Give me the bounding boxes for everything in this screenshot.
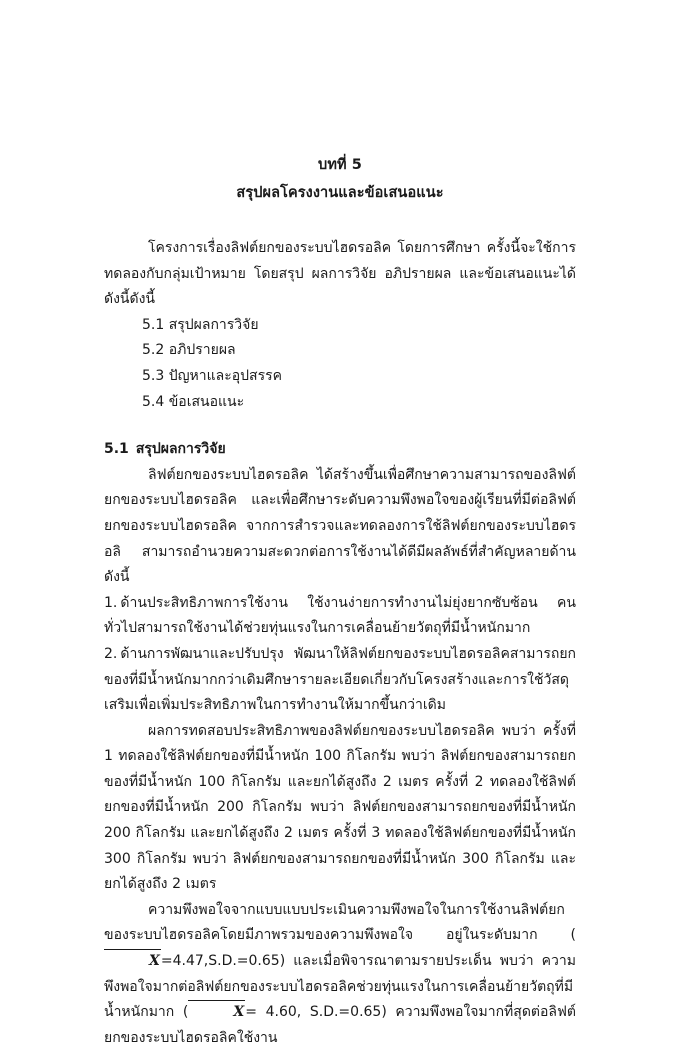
satisfaction-text-part-1: ความพึงพอใจจากแบบแบบประเมินความพึงพอใจในการใช้งานลิฟต์ยกของระบบไฮดรอลิคโดยมีภาพรวมของความพึงพอใจ อยู่ในระดับมาก ( <box>104 901 576 944</box>
chapter-title: บทที่ 5 <box>318 157 362 173</box>
finding-1-text: ด้านประสิทธิภาพการใช้งาน ใช้งานง่ายการทำงานไม่ยุ่งยากซับซ้อน คนทั่วไปสามารถใช้งานได้ช่วยทุ่นแรงในการเคลื่อนย้ายวัตถุที่มีน้ำหนักมาก <box>104 594 576 637</box>
intro-paragraph: โครงการเรื่องลิฟต์ยกของระบบไฮดรอลิค โดยการศึกษา ครั้งนี้จะใช้การทดลองกับกลุ่มเป้าหมาย โดยสรุป ผลการวิจัย อภิปรายผล และข้อเสนอแนะได้ ดังนี้ดังนี้ <box>104 240 576 308</box>
section-list-item-53: 5.3 ปัญหาและอุปสรรค <box>142 367 282 384</box>
x-bar-symbol: X <box>104 949 161 975</box>
finding-item-1 <box>104 591 576 642</box>
section-list-item-54: 5.4 ข้อเสนอแนะ <box>142 393 245 410</box>
mean-statistic-overall <box>104 953 280 969</box>
finding-2-text: ด้านการพัฒนาและปรับปรุง พัฒนาให้ลิฟต์ยกของระบบไฮดรอลิคสามารถยกของที่มีน้ำหนักมากกว่าเดิมศึกษารายละเอียดเกี่ยวกับโครงสร้างและการใช้วัสดุเสริมเพื่อเพิ่มประสิทธิภาพในการทำงานให้มากขึ้นกว่าเดิม <box>104 645 576 714</box>
section-heading-number: 5.1 <box>104 441 129 458</box>
satisfaction-text-part-2: ) และเมื่อพิจารณาตามรายประเด็น พบว่า ความพึงพอใจมากต่อลิฟต์ยกของระบบไฮดรอลิคช่วยทุ่นแรงในการเคลื่อนย้ายวัตถุที่มีน้ำหนักมาก ( <box>104 953 576 1021</box>
section-heading-title: สรุปผลการวิจัย <box>135 441 226 458</box>
mean-statistic-item <box>188 1004 381 1020</box>
chapter-subtitle: สรุปผลโครงงานและข้อเสนอแนะ <box>236 185 444 201</box>
page-content <box>104 152 576 1051</box>
satisfaction-paragraph <box>104 898 576 1051</box>
section-list-item-51: 5.1 สรุปผลการวิจัย <box>142 316 259 333</box>
section-list-item-52: 5.2 อภิปรายผล <box>142 342 236 359</box>
satisfaction-text-part-3: ) ความพึงพอใจมากที่สุดต่อลิฟต์ยกของระบบไฮดรอลิคใช้งาน <box>104 1004 577 1046</box>
mean-statistic-item-value: = 4.60, S.D.=0.65 <box>245 1004 382 1021</box>
section-list <box>104 313 576 415</box>
section-51-paragraph: ลิฟต์ยกของระบบไฮดรอลิค ได้สร้างขึ้นเพื่อศึกษาความสามารถของลิฟต์ยกของระบบไฮดรอลิค และเพื่อศึกษาระดับความพึงพอใจของผู้เรียนที่มีต่อลิฟต์ยกของระบบไฮดรอลิค จากการสำรวจและทดลองการใช้ลิฟต์ยกของระบบไฮดรอลิ สามารถอำนวยความสะดวกต่อการใช้งานได้ดีมีผลลัพธ์ที่สำคัญหลายด้าน ดังนี้ <box>104 466 576 586</box>
test-results-paragraph: ผลการทดสอบประสิทธิภาพของลิฟต์ยกของระบบไฮดรอลิค พบว่า ครั้งที่ 1 ทดลองใช้ลิฟต์ยกของที่มีน้ำหนัก 100 กิโลกรัม พบว่า ลิฟต์ยกของสามารถยกของที่มีน้ำหนัก 100 กิโลกรัม และยกได้สูงถึง 2 เมตร ครั้งที่ 2 ทดลองใช้ลิฟต์ยกของที่มีน้ำหนัก 200 กิโลกรัม พบว่า ลิฟต์ยกของสามารถยกของที่มีน้ำหนัก 200 กิโลกรัม และยกได้สูงถึง 2 เมตร ครั้งที่ 3 ทดลองใช้ลิฟต์ยกของที่มีน้ำหนัก 300 กิโลกรัม พบว่า ลิฟต์ยกของสามารถยกของที่มีน้ำหนัก 300 กิโลกรัม และยกได้สูงถึง 2 เมตร <box>104 722 576 893</box>
finding-1-number: 1. <box>104 594 118 611</box>
section-heading-51 <box>104 437 576 463</box>
spacer-before-section-51 <box>104 415 576 437</box>
mean-statistic-overall-value: =4.47,S.D.=0.65 <box>160 953 280 970</box>
finding-2-number: 2. <box>104 645 118 662</box>
spacer-after-title <box>104 206 576 236</box>
finding-item-2 <box>104 642 576 719</box>
x-bar-symbol: X <box>188 1000 245 1026</box>
